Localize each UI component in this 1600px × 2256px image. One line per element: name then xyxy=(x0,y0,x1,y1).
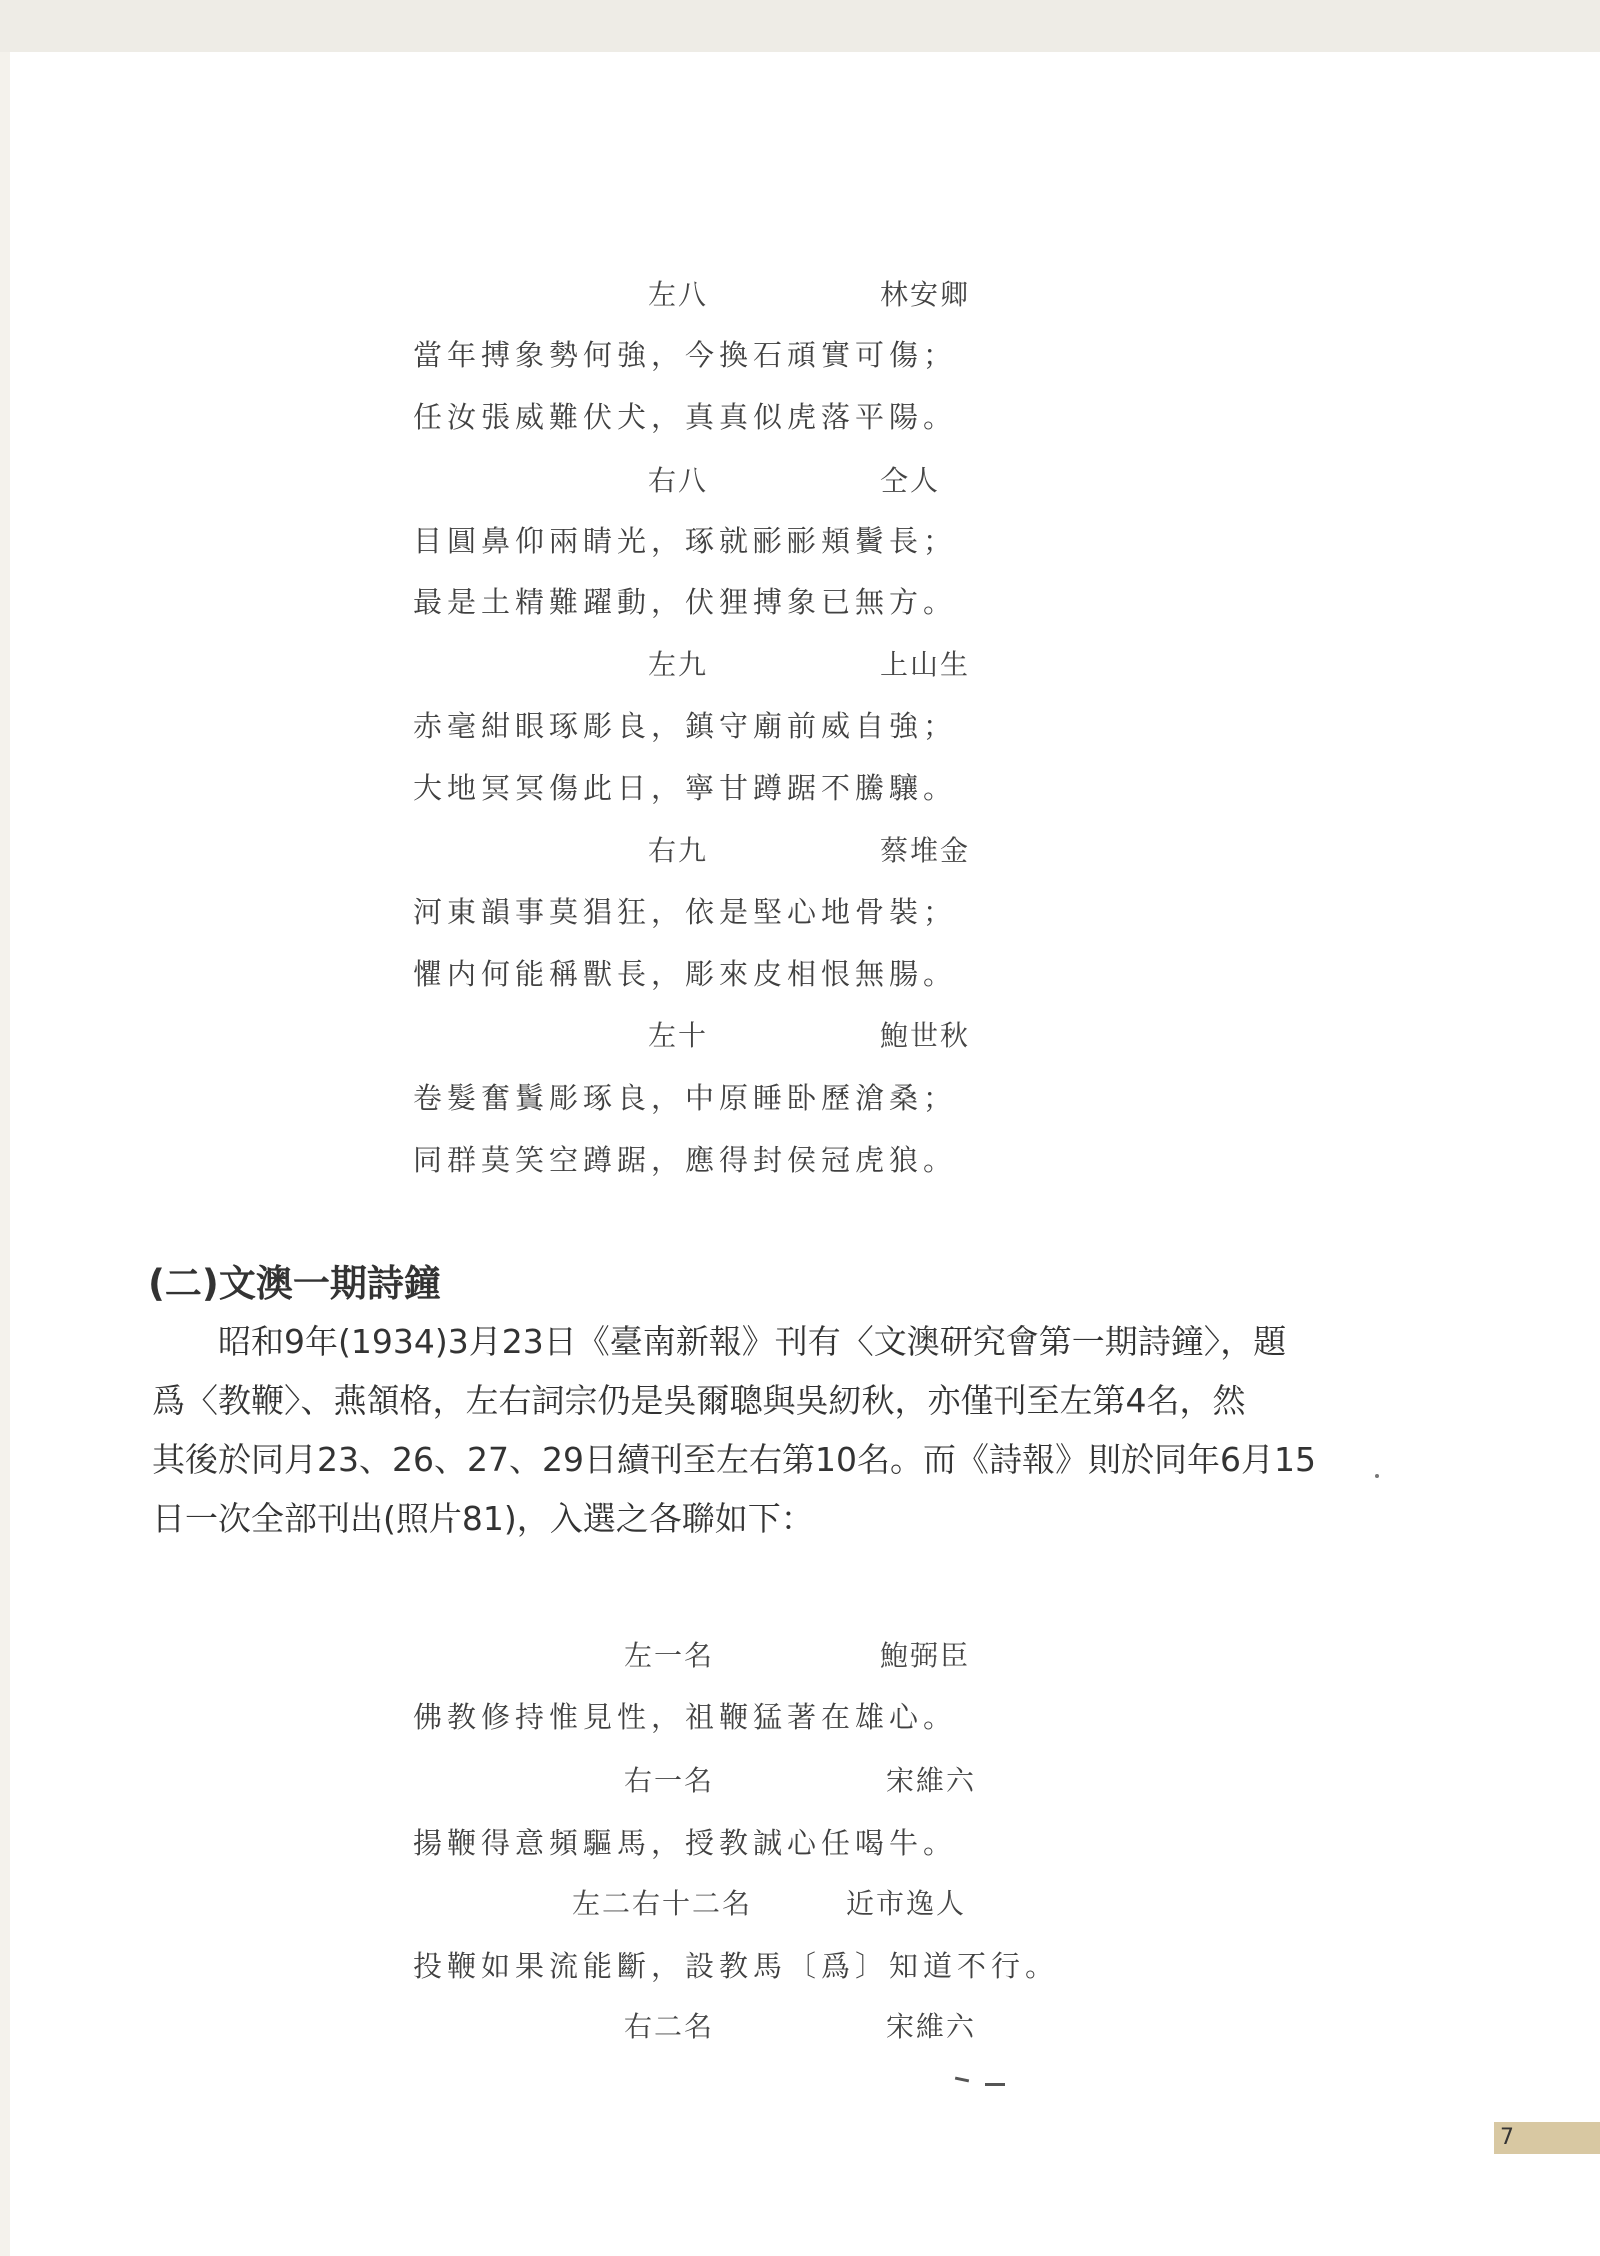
poem-author: 近市逸人 xyxy=(846,1887,967,1920)
section-paragraph xyxy=(152,1312,1352,1548)
poem-author: 林安卿 xyxy=(880,278,971,311)
poem-line: 卷髮奮鬒彫琢良，中原睡卧歷滄桑； xyxy=(413,1081,958,1115)
scan-top-strip xyxy=(0,0,1600,52)
scan-dot xyxy=(1375,1474,1379,1478)
poem-line: 揚鞭得意頻驅馬，授教誠心任喝牛。 xyxy=(413,1826,958,1860)
poem-author: 宋維六 xyxy=(886,1764,977,1797)
poem-line: 赤毫紺眼琢彫良，鎮守廟前威自強； xyxy=(413,709,958,743)
poem-author: 蔡堆金 xyxy=(880,834,971,867)
poem-position: 右一名 xyxy=(624,1764,715,1797)
poem-line: 河東韻事莫猖狂，依是堅心地骨裝； xyxy=(413,895,958,929)
poem-position: 左十 xyxy=(648,1019,709,1052)
poem-position: 右八 xyxy=(648,464,709,497)
poem-line: 懼内何能稱獸長，彫來皮相恨無腸。 xyxy=(413,957,958,991)
poem-author: 鮑世秋 xyxy=(880,1019,971,1052)
poem-line: 大地冥冥傷此日，寧甘蹲踞不騰驤。 xyxy=(413,771,958,805)
poem-line: 佛教修持惟見性，祖鞭猛著在雄心。 xyxy=(413,1700,958,1734)
poem-author: 仝人 xyxy=(880,464,941,497)
poem-line: 最是土精難躍動，伏狸搏象已無方。 xyxy=(413,585,958,619)
paragraph-line: 其後於同月23、26、27、29日續刊至左右第10名。而《詩報》則於同年6月15 xyxy=(152,1440,1316,1479)
poem-position: 右二名 xyxy=(624,2010,715,2043)
poem-position: 左二右十二名 xyxy=(572,1887,753,1920)
poem-position: 右九 xyxy=(648,834,709,867)
poem-line: 投鞭如果流能斷，設教馬〔爲〕知道不行。 xyxy=(413,1949,1060,1983)
poem-line: 任汝張威難伏犬，真真似虎落平陽。 xyxy=(413,400,958,434)
poem-position: 左一名 xyxy=(624,1639,715,1672)
paragraph-line: 爲〈教鞭〉、燕頷格，左右詞宗仍是吳爾聰與吳紉秋，亦僅刊至左第4名，然 xyxy=(152,1381,1246,1420)
poem-line: 同群莫笑空蹲踞，應得封侯冠虎狼。 xyxy=(413,1143,958,1177)
paragraph-line: 昭和9年(1934)3月23日《臺南新報》刊有〈文澳研究會第一期詩鐘〉，題 xyxy=(218,1322,1287,1361)
poem-line: 當年搏象勢何強，今換石頑實可傷； xyxy=(413,338,958,372)
page-number: 7 xyxy=(1494,2122,1600,2154)
section-title: (二)文澳一期詩鐘 xyxy=(148,1262,441,1305)
poem-line: 目圓鼻仰兩睛光，琢就彨彨頬鬢長； xyxy=(413,524,958,558)
poem-author: 鮑弼臣 xyxy=(880,1639,971,1672)
poem-position: 左九 xyxy=(648,648,709,681)
paragraph-line: 日一次全部刊出(照片81)，入選之各聯如下： xyxy=(152,1499,814,1538)
poem-position: 左八 xyxy=(648,278,709,311)
poem-author: 上山生 xyxy=(880,648,971,681)
scan-mark xyxy=(985,2083,1005,2086)
poem-author: 宋維六 xyxy=(886,2010,977,2043)
